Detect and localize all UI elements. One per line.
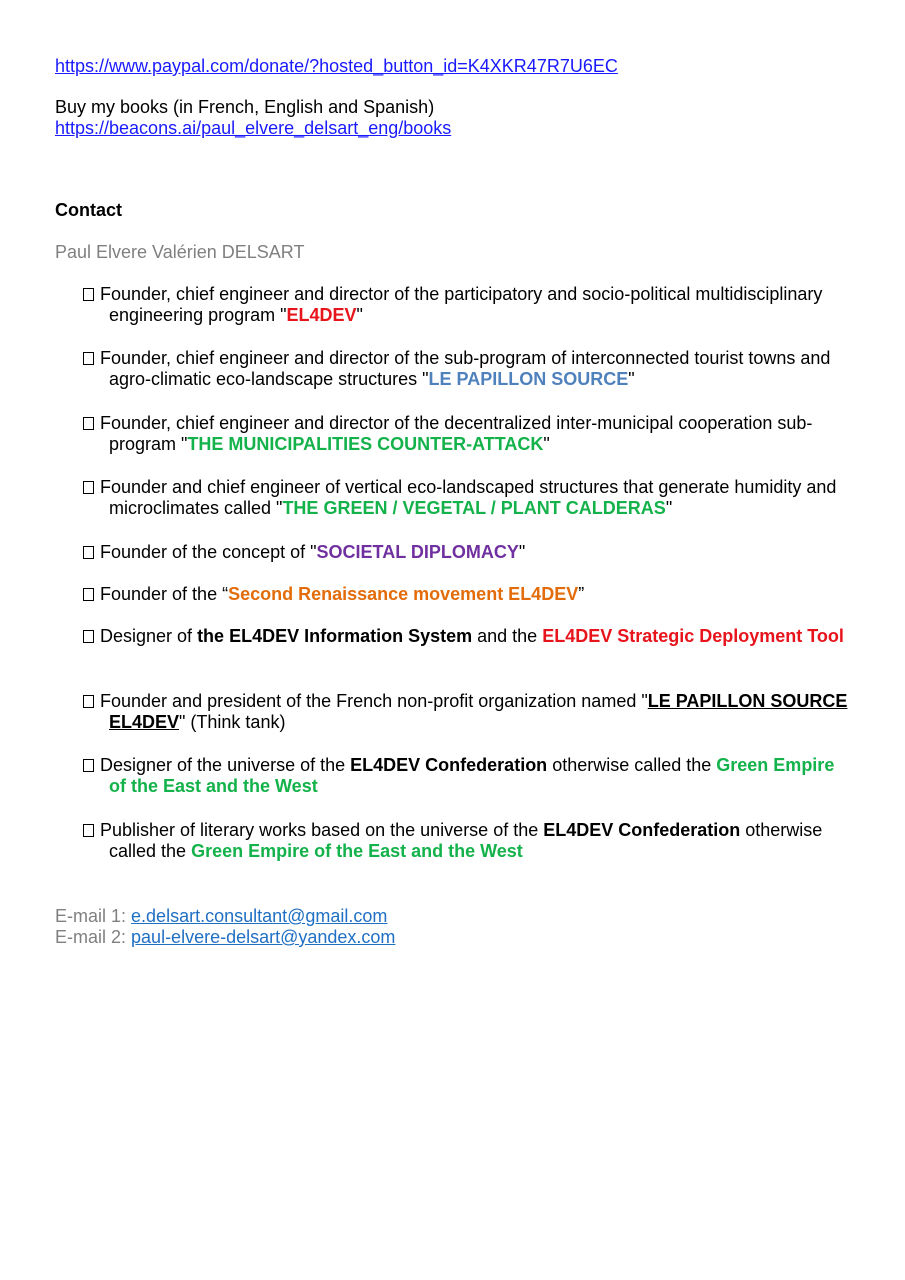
list-item: Founder, chief engineer and director of the sub-program of interconnected tourist towns and agro-climatic eco-landscape structures "LE PAPILLON SOURCE" [83, 348, 853, 391]
paypal-donate-link[interactable]: https://www.paypal.com/donate/?hosted_button_id=K4XKR47R7U6EC [55, 56, 618, 76]
email-line-2 [55, 927, 395, 948]
list-item: Founder of the concept of "SOCIETAL DIPLOMACY" [83, 542, 853, 563]
checkbox-bullet-icon [83, 824, 94, 837]
checkbox-bullet-icon [83, 288, 94, 301]
email-label-1: E-mail 1: [55, 906, 132, 926]
contact-heading: Contact [55, 200, 122, 220]
list-item: Designer of the EL4DEV Information System and the EL4DEV Strategic Deployment Tool [83, 626, 853, 669]
books-text: Buy my books (in French, English and Spanish) [55, 97, 435, 117]
checkbox-bullet-icon [83, 352, 94, 365]
email-line-1 [55, 906, 387, 927]
list-item: Designer of the universe of the EL4DEV Confederation otherwise called the Green Empire of the East and the West [83, 755, 853, 798]
books-line [55, 118, 451, 139]
checkbox-bullet-icon [83, 630, 94, 643]
checkbox-bullet-icon [83, 417, 94, 430]
email-link-1[interactable]: e.delsart.consultant@gmail.com [131, 906, 388, 926]
list-item: Founder and chief engineer of vertical eco-landscaped structures that generate humidity and microclimates called "THE GREEN / VEGETAL / PLANT CALDERAS" [83, 477, 853, 520]
email-label-2: E-mail 2: [55, 927, 132, 947]
checkbox-bullet-icon [83, 695, 94, 708]
email-link-2[interactable]: paul-elvere-delsart@yandex.com [131, 927, 396, 947]
list-item: Founder and president of the French non-profit organization named "LE PAPILLON SOURCE EL4DEV" (Think tank) [83, 691, 853, 734]
checkbox-bullet-icon [83, 588, 94, 601]
paypal-line [55, 56, 618, 77]
checkbox-bullet-icon [83, 481, 94, 494]
roles-list [83, 284, 853, 884]
list-item: Founder, chief engineer and director of the decentralized inter-municipal cooperation sub-program "THE MUNICIPALITIES COUNTER-ATTACK" [83, 413, 853, 456]
checkbox-bullet-icon [83, 546, 94, 559]
list-item: Publisher of literary works based on the universe of the EL4DEV Confederation otherwise called the Green Empire of the East and the West [83, 820, 853, 863]
checkbox-bullet-icon [83, 759, 94, 772]
contact-name: Paul Elvere Valérien DELSART [55, 242, 305, 262]
list-item: Founder, chief engineer and director of the participatory and socio-political multidisciplinary engineering program "EL4DEV" [83, 284, 853, 327]
list-item: Founder of the “Second Renaissance movement EL4DEV” [83, 584, 853, 605]
books-link[interactable]: https://beacons.ai/paul_elvere_delsart_eng/books [55, 118, 452, 138]
